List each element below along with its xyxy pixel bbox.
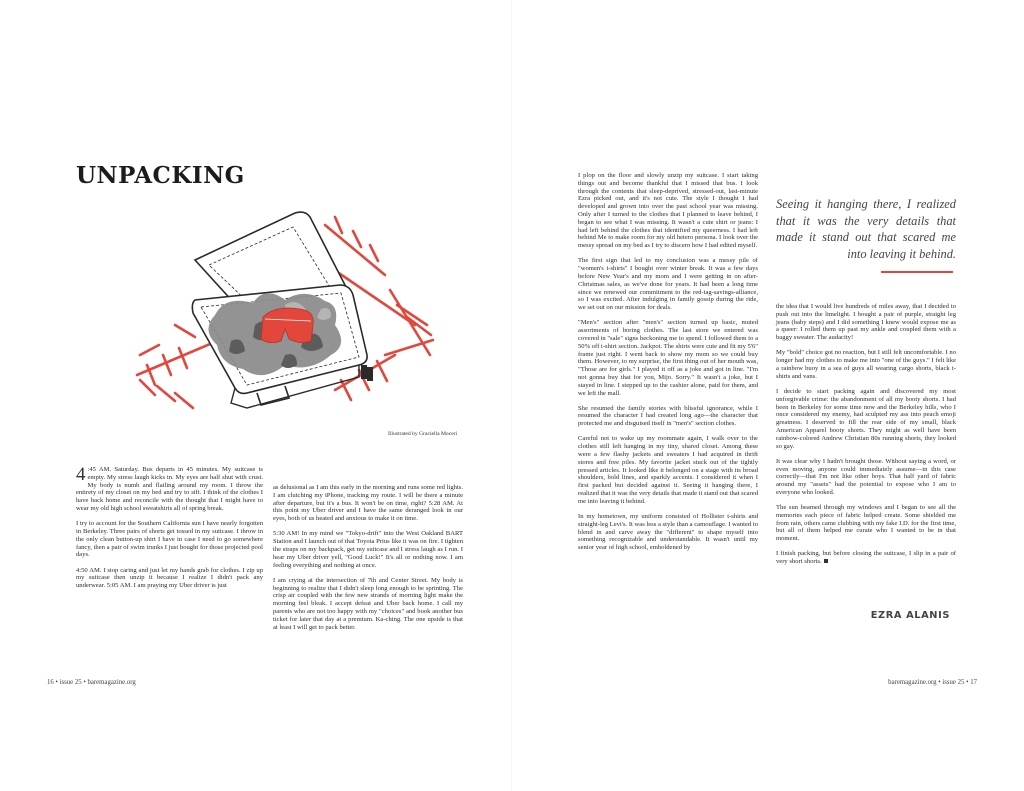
article-title: UNPACKING	[76, 162, 245, 189]
author-byline: EZRA ALANIS	[870, 610, 950, 621]
page-fold	[511, 0, 512, 791]
body-column-2	[273, 484, 463, 639]
paragraph: My "bold" choice got no reaction, but I still felt uncomfortable. I no longer had my clothes to make me into "one of the guys." I felt like a rainbow buoy in a sea of guys all wearing cargo shorts, black t-shirts and vans.	[776, 349, 956, 380]
paragraph: She resumed the family stories with blissful ignorance, while I resumed the character I had created long ago—the character that protected me and disguised itself in "men's" section clothes.	[578, 404, 758, 428]
paragraph: I decide to start packing again and discovered my most unforgivable crime: the abandonment of all my booty shorts. I had been in Berkeley for some time now and the Berkeley hills, who I once considered my enemy, had sculpted my ass into peach emoji greatness. I deserved to fill the rear side of my small, black American Apparel booty shorts. They might as well have been rainbow-colored Andrew Christian 80s running shorts, they looked so gay.	[776, 387, 956, 450]
paragraph: It was clear why I hadn't brought those. Without saying a word, or even moving, anyone could immediately assume—in this case correctly—that I'm not like other boys. That half yard of fabric around my "assets" had the potential to expose who I am to everyone who looked.	[776, 457, 956, 496]
drop-cap: 4	[76, 464, 86, 485]
paragraph: 4 :45 AM. Saturday. Bus departs in 45 minutes. My suitcase is empty. My stress laugh kicks in. My eyes are half shut with crust. My body is numb and flailing around my room. I throw the entirety of my closet on my bed and try to sift. I think of the clothes I have back home and reconcile with the thought that I might have to wear my old high school sweatshirts all of spring break.	[76, 464, 263, 512]
pull-quote-rule	[881, 271, 953, 273]
paragraph: 5:30 AM! In my mind we "Tokyo-drift" into the West Oakland BART Station and I launch out of that Toyota Prius like it was on fire. I tighten the straps on my backpack, get my suitcase and I stress laugh as I run. I hear my Uber driver yell, "Good Luck!" It's all or nothing now. I am feeling everything and nothing at once.	[273, 530, 463, 569]
footer-left: 16 • issue 25 • baremagazine.org	[47, 679, 136, 686]
end-mark	[824, 559, 828, 563]
paragraph: I am crying at the intersection of 7th and Center Street. My body is beginning to realize that I didn't sleep long enough to be sprinting. The crisp air coupled with the few new strands of morning light make the morning feel bleak. I accept defeat and Uber back home. I call my parents who are not too happy with my "choices" and book another bus ticket for later that day at a premium. Ka-ching. The one upside is that at least I will get to pack better.	[273, 576, 463, 631]
open-suitcase-illustration	[135, 205, 435, 420]
body-column-3	[578, 172, 758, 559]
paragraph: I try to account for the Southern California sun I have nearly forgotten in Berkeley. Three pairs of shorts get tossed in my suitcase. I throw in the only clean button-up shirt I have in case I need to go somewhere fancy, then a pair of swim trunks I just bought for those projected pool days.	[76, 520, 263, 559]
paragraph: I plop on the floor and slowly unzip my suitcase. I start taking things out and become thankful that I missed that bus. I look through the contents that sleep-deprived, stressed-out, last-minute Ezra picked out, and it's not cute. The style I thought I had developed and grown into over the past school year was missing. Only after I turned to the clothes that I planned to leave behind, I began to see what I was missing. It wasn't a cute shirt or jeans: I had left behind the clothes that identified my queerness. I had left behind Me to make room for my old hetero persona. I look over the messy spread on my bed as I try to discern how I had edited myself.	[578, 172, 758, 250]
paragraph: "Men's" section after "men's" section turned up basic, muted assortments of boring clothes. The last store we entered was covered in "sale" signs beckoning me to spend. I followed them to a 50% off t-shirt section. Jackpot. The shirts were cute and fit my 5'6" frame just right. I went back to show my mom so we could buy them. However, to my surprise, the first thing out of her mouth was, "Those are for girls." I played it off as a joke and got in line. "I'm not gonna buy that for you, Mijo. Sorry." It wasn't a joke, but I stayed in line. I stepped up to the cashier alone, paid for them, and we left the mall.	[578, 319, 758, 397]
paragraph: The sun beamed through my windows and I began to see all the memories each piece of fabric helped create. Some shielded me from rain, others came clubbing with my fake I.D. for the first time, but all of them helped me curate who I wanted to be in that moment.	[776, 504, 956, 543]
pull-quote: Seeing it hanging there, I realized that it was the very details that made it stand out that scared me into leaving it behind.	[776, 197, 956, 261]
paragraph: as delusional as I am this early in the morning and runs some red lights. I am clutching my iPhone, tracking my route. I will be there a minute after departure, but it's a bus. It won't be on time, right? 5:28 AM. At this point my Uber driver and I have the same deranged look in our eyes, both of us heated and anxious to make it on time.	[273, 484, 463, 523]
body-column-4	[776, 303, 956, 573]
paragraph: Careful not to wake up my roommate again, I walk over to the clothes still left hanging in my tiny, shared closet. Among these were a few flashy jackets and sweaters I had acquired in thrift stores and free piles. My favorite jacket stuck out of the tightly pressed articles. It looked like it belonged on a stage with its broad shoulders, bold lines, and sparkly accents. I considered it when I first packed but decided against it. Seeing it hanging there, I realized that it was the very details that made it stand out that scared me into leaving it behind.	[578, 435, 758, 505]
paragraph: In my hometown, my uniform consisted of Hollister t-shirts and straight-leg Levi's. It was less a style than a camouflage. I wanted to blend in and carve away the "different" to shape myself into something recognizable and understandable. It wasn't until my senior year of high school, emboldened by	[578, 513, 758, 552]
paragraph: 4:50 AM. I stop caring and just let my hands grab for clothes. I zip up my suitcase then unzip it because I realize I didn't pack any underwear. 5:05 AM. I am praying my Uber driver is just	[76, 566, 263, 590]
illustration-credit: Illustrated by Graciella Moceri	[388, 431, 458, 437]
paragraph: the idea that I would live hundreds of miles away, that I decided to push out into the limelight. I bought a pair of purple, straight leg jeans (baby steps) and I did something I knew would expose me as a queer: I rolled them up past my ankle and coupled them with a baggy sweater. The audacity!	[776, 303, 956, 342]
footer-right: baremagazine.org • issue 25 • 17	[888, 679, 977, 686]
body-column-1	[76, 466, 263, 597]
paragraph: I finish packing, but before closing the suitcase, I slip in a pair of very short shorts.	[776, 550, 956, 566]
paragraph: The first sign that led to my conclusion was a messy pile of "women's t-shirts" I bought over winter break. It was a few days before New Year's and my mom and I were getting in on after-Christmas sales, as we've done for years. It had been a long time since we renewed our commitment to the red-tag-savings-alliance, so I was excited. After indulging in family gossip during the ride, we set out on our mission for deals.	[578, 257, 758, 312]
